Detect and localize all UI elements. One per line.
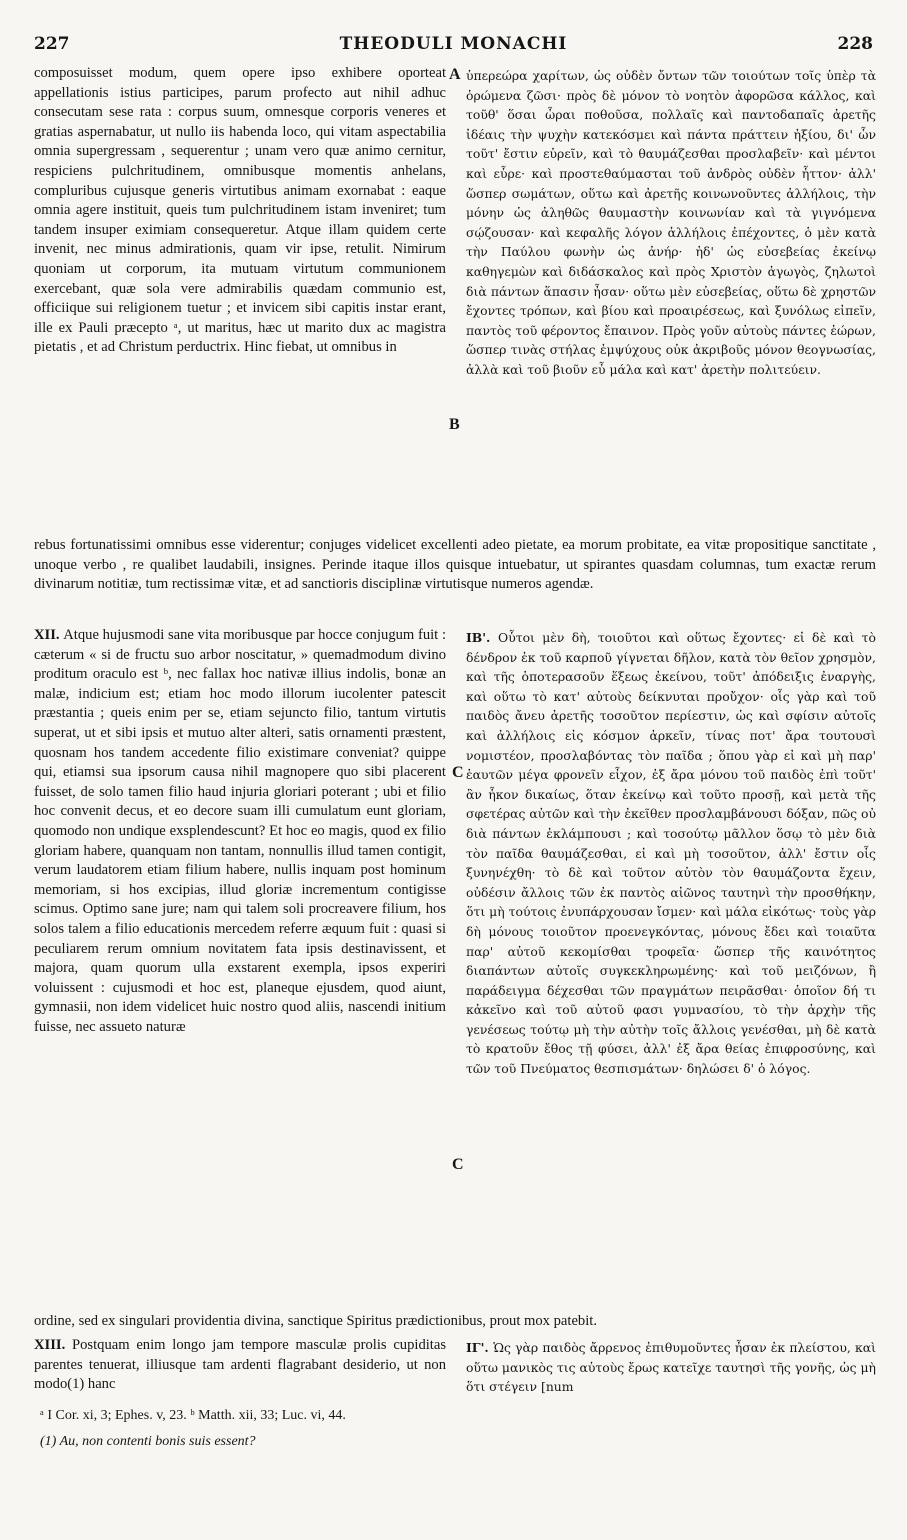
latin-text: Postquam enim longo jam tempore masculæ prolis cupiditas parentes tenuerat, illiusque tam ardenti flagrabant desiderio, ut non modo(1) hanc [34,1337,446,1393]
page-number-left: 227 [34,34,70,54]
section-number: XII. [34,627,64,643]
latin-text: ordine, sed ex singulari providentia divina, sanctique Spiritus prædictionibus, prout mox patebit. [34,1313,597,1329]
latin-text: Atque hujusmodi sane vita moribusque par hocce conjugum fuit : cæterum « si de fructu suo arbor noscitatur, » quemadmodum divino proditum oraculo est ᵇ, nec fallax hoc nativæ illius indolis, bonæ an malæ, indicium est; etiam hoc modo illorum iucolenter patescit præstantia ; queis enim per se, etiam sejuncto filio, tantum virtutis superat, ut et sibi ipsis et mutuo alter alteri, satis ornamenti præstent, quosnam hos tandem accedente filio existimare conveniat? quippe qui, etiamsi sua ipsorum causa nihil magnopere quo sibi placerent fuisset, de solo tamen filio haud injuria gloriari poterant ; ubi et filio hoc convenit decus, et eo decore suam illi cumulatum eunt gloriam, quomodo non undique exsplendescunt? Et hoc eo magis, quod ex filio gloriam habere, quanquam non tantam, nonnullis illud tamen contigit, verum laudatorem etiam filium habere, nullis inquam post hominum memoriam, si hos excipias, illud gloriæ incrementum contigisse scimus. Optimo sane jure; nam qui talem soli procreavere filium, hos solos talem a filio educationis mercedem referre æquum fuit : quasi si peculiarem rerum omnium novitatem fata ipsis destinavissent, et majora, quam quorum ulla exstarent exempla, ipsos experiri voluissent : cujusmodi et hoc est, planeque ejusdem, quod aiunt, gymnasii, non idem videlicet huic nostro quod aliis, nascendi initium fuisse, nec assueto naturæ [34,627,446,1035]
latin-full-width-2 [34,1312,876,1334]
footnote-references: ᵃ I Cor. xi, 3; Ephes. v, 23. ᵇ Matth. xii, 33; Luc. vi, 44. [40,1408,346,1423]
latin-column-middle [34,626,446,1312]
greek-column-middle [466,628,876,1312]
latin-column-bottom [34,1336,446,1398]
footnote-note: (1) Au, non contenti bonis suis essent? [40,1434,256,1449]
running-header [34,34,873,58]
greek-text: Ὡς γὰρ παιδὸς ἄρρενος ἐπιθυμοῦντες ἦσαν ἐκ πλείστου, καὶ οὕτω μανικὸς τις αὐτοὺς ἔρως κατεῖχε ταυτησὶ τῆς γονῆς, ὡς μὴ ὅτι στέγειν [num [466,1340,876,1395]
margin-marker-a: A [449,66,461,83]
latin-text: rebus fortunatissimi omnibus esse viderentur; conjuges videlicet excellenti adeo pietate, ea morum probitate, ea vitæ propositique sanctitate , unoque verbo , re qualibet laudabili, insignes. Perinde itaque illos quisque intuebatur, ut spirantes quasdam columnas, tum exactæ rerum divinarum notitiæ, tum rectissimæ vitæ, et ad sanctioris disciplinæ virtutisque numeros agendæ. [34,537,876,593]
greek-text: ὑπερεώρα χαρίτων, ὡς οὐδὲν ὄντων τῶν τοιούτων τοῖς ὑπὲρ τὰ ὁρώμενα ζῶσι· πρὸς δὲ μόνον τὸ νοητὸν ἀφορῶσα κάλλος, καὶ τοῦθ' ὅσαι ὧραι ποθοῦσα, πολλαῖς καὶ παντοδαπαῖς ἀρετῆς ἰδέαις τὴν ψυχὴν κατεκόσμει καὶ πάντα πράττειν ἠξίου, δι' ὧν τοῦτ' ἔστιν εὑρεῖν, καὶ τὸ θαυμάζεσθαι προσλαβεῖν· καὶ μέντοι καὶ εὗρε· καὶ προστεθαύμασται τοῦ ἀνδρὸς οὐδὲν ἧττον· ἀλλ' ὥσπερ σωμάτων, οὕτω καὶ ἀρετῆς κοινωνοῦντες ἀλλήλοις, τὴν μόνην ὡς ἀληθῶς θαυμαστὴν κοινωνίαν καὶ τὰ γιγνόμενα σῴζουσαν· καὶ κεφαλῆς λόγον ἀλλήλοις ἐπέχοντες, ὁ μὲν κατὰ τὴν Παύλου φωνὴν ὡς ἀνήρ· ἡδ' ὡς εὐσεβείας ἐκείνῳ καθηγεμὼν καὶ διδάσκαλος καὶ πρὸς Χριστὸν ἀγωγὸς, ζηλωτοὶ διὰ πάντων ἅπασιν ἦσαν· οὕτω μὲν εὐσεβείας, οὕτω δὲ χρηστῶν ἔχοντες τρόπων, καὶ βίου καὶ προαιρέσεως, καὶ ξυνόλως εἰπεῖν, παντὸς τοῦ φέροντος ἔπαινον. Πρὸς γοῦν αὐτοὺς πάντες ἑώρων, ὥσπερ τινὰς στήλας ἐμψύχους οὐκ ἀκριβοῦς μόνον θεογνωσίας, ἀλλὰ καὶ τοῦ βιοῦν εὖ μάλα καὶ κατ' ἀρετὴν πολιτεύειν. [466,68,876,377]
margin-marker-c: C [452,1156,464,1173]
section-number: ΙΓ'. [466,1340,494,1355]
margin-marker-b: B [449,416,460,433]
latin-full-width-1 [34,536,876,616]
greek-column-bottom [466,1338,876,1400]
latin-column-top [34,64,446,534]
greek-column-top [466,66,876,532]
greek-text: Οὗτοι μὲν δὴ, τοιοῦτοι καὶ οὕτως ἔχοντες· εἰ δὲ καὶ τὸ δένδρον ἐκ τοῦ καρποῦ γίγνεται δῆλον, κατὰ τὸν θεῖον χρησμὸν, καὶ τῆς ὁποτερασοῦν ἕξεως ἐκείνου, τοῦτ' ἀπόδειξις ἐναργὴς, καὶ οὕτω τὸ κατ' αὐτοὺς δείκνυται προὔχον· οἷς γὰρ καὶ τοῦ παιδὸς ἄνευ ἀρετῆς τοσοῦτον περίεστιν, ὡς καὶ σφίσιν αὐτοῖς καὶ ἀλλήλοις εἰς κόσμον ἀρκεῖν, τίνας ποτ' ἄρα τουτουσὶ νομιστέον, προσλαβόντας τὸν παῖδα ; ὅπου γὰρ εἰ καὶ μὴ παρ' ἑαυτῶν μέγα φρονεῖν εἶχον, ἐξ ἄρα μόνου τοῦ παιδὸς ἐπὶ τοῦτ' ἂν ἧκον δικαίως, ὅταν ἐκείνῳ καὶ τοῦτο προσῇ, καὶ μετὰ τῆς σφετέρας αὐτῶν καὶ τὴν ἐκεῖθεν προσλαμβάνουσι δόξαν, πῶς οὐ διὰ πάντων ἐκλάμπουσι ; καὶ τοσούτῳ μᾶλλον ὅσῳ τὸ μὲν διὰ τὸν παῖδα θαυμάζεσθαι, εἰ καὶ μὴ τοσοῦτον, ἀλλ' ἔστιν οἷς ξυνηνέχθη· τὸ δὲ καὶ τοῦτον αὐτὸν τὸν θαυμάζοντα ἔχειν, οὐδέσιν ἄλλοις τῶν ἐκ παντὸς αἰῶνος ταυτηνὶ τὴν προσθήκην, ὅτι μὴ τούτοις ἐνυπάρχουσαν ἴσμεν· καὶ μάλα εἰκότως· τοὺς γὰρ δὴ μόνους τοιοῦτον προενεγκόντας, μόνους ἔδει καὶ τοιαῦτα παρ' αὐτοῦ κεκομίσθαι τροφεῖα· ὥσπερ τῆς καινότητος διαπάντων αὐτοῖς συγκεκληρωμένης· καὶ τοῦ μειζόνων, ἢ παράδειγμα δέχεσθαι τῶν πραγμάτων πειρᾶσθαι· ὁποῖον δή τι κἀκεῖνο καὶ τοῦ αὐτοῦ φασι γυμνασίου, τὸ τὴν ἀρχὴν τῆς γενέσεως τούτῳ μὴ τὴν αὐτὴν τοῖς ἄλλοις γενέσθαι, μὴ δὲ κατὰ τὸ κρατοῦν ἔθος τῇ φύσει, ἀλλ' ἐξ ἄρα θείας ἐπιφροσύνης, καὶ τῶν τοῦ Πνεύματος θεσπισμάτων· δηλώσει δ' ὁ λόγος. [466,630,876,1077]
section-number: XIII. [34,1337,72,1353]
margin-marker-c: C [452,764,464,781]
page-number-right: 228 [837,34,873,54]
latin-text: composuisset modum, quem opere ipso exhibere oporteat appellationis istius participes, parum profecto aut nihil adhuc consecutam sese rata : corpus suum, omnesque corporis veneres et gratias aspernabatur, ut nullo iis habenda loco, qui vitam aspectabilia omnia supergressam , sequerentur ; unam vero quæ animo cernitur, respiciens pulchritudinem, omnibusque momentis anhelans, compluribus cujusque generis virtutibus animam exornabat : eaque omnia agere instituit, queis tum pulchritudinem istam inveniret; tum tandem insuper eximiam consequeretur. Atque illam quidem certe invenit, nec minus admirationis, quam vir ipse, retulit. Nimirum quoniam ut corporum, ita mutuam virtutum communionem exercebant, quæ sola vere admirabilis quædam communio est, officiique sui religionem tuetur ; et invicem sibi capitis instar erant, ille ex Pauli præcepto ᵃ, ut maritus, hæc ut marito dux ac magistra pietatis , et ad Christum perductrix. Hinc fiebat, ut omnibus in [34,65,446,356]
running-title: THEODULI MONACHI [339,34,568,54]
section-number: ΙΒ'. [466,630,499,645]
